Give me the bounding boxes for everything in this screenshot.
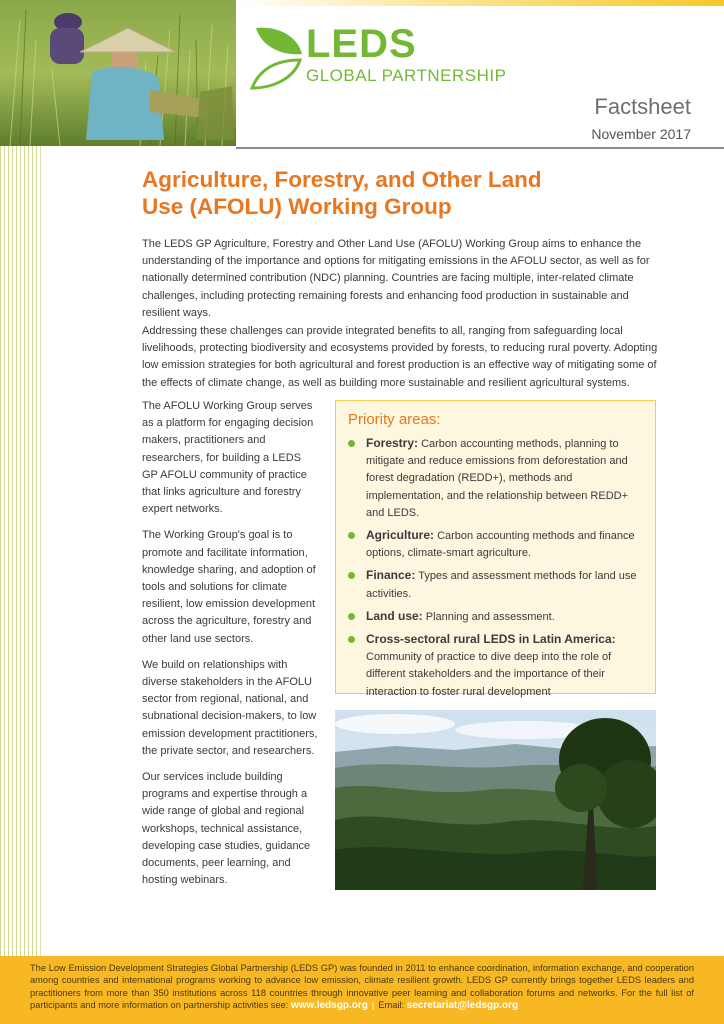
bullet-icon <box>348 532 355 539</box>
intro-paragraph-1: The LEDS GP Agriculture, Forestry and Other Land Use (AFOLU) Working Group aims to enhance the understanding of the importance and options for mitigating emissions in the AFOLU sector, as well as for nationally determined contribution (NDC) planning. Countries are facing multiple, inter-related climate challenges, including protecting remaining forests and enhancing food production in sustainable and resilient ways. <box>142 238 650 319</box>
email-link[interactable]: secretariat@ledsgp.org <box>406 1000 519 1012</box>
top-accent-band <box>236 0 724 6</box>
footer-description: The Low Emission Development Strategies Global Partnership (LEDS GP) was founded in 2011 to enhance coordination, information exchange, and cooperation among countries and international programs working to advance low emission, climate resilient growth. LEDS GP currently brings together LEDS leaders and practitioners from more than 350 institutions across 118 countries through innovative peer learning and collaboration forums and networks. For the full list of participants and more information on partnership activities see: <box>30 963 694 1011</box>
left-column <box>142 398 318 898</box>
left-paragraph-3: We build on relationships with diverse stakeholders in the AFOLU sector from regional, national, and subnational decision-makers, to low emission development practitioners, the private sector, and researchers. <box>142 658 318 757</box>
priority-term: Cross-sectoral rural LEDS in Latin America: <box>366 632 616 647</box>
priority-text: Community of practice to dive deep into the role of different stakeholders and the importance of their interaction to foster rural development <box>366 651 612 698</box>
priority-text: Carbon accounting methods, planning to mitigate and reduce emissions from deforestation and forest degradation (REDD+), methods and implementation, and the relationship between REDD+ and LEDS. <box>366 438 629 519</box>
left-paragraph-4: Our services include building programs and expertise through a wide range of global and regional workshops, technical assistance, developing case studies, guidance documents, peer learning, and hosting webinars. <box>142 771 311 887</box>
priority-item-land-use <box>348 608 643 626</box>
priority-item-forestry <box>348 435 643 522</box>
priority-text: Carbon accounting methods and finance options, climate-smart agriculture. <box>366 530 635 560</box>
leds-gp-logo[interactable] <box>250 22 550 94</box>
priority-item-finance <box>348 567 643 602</box>
title-line-1: Agriculture, Forestry, and Other Land <box>142 167 542 192</box>
intro-paragraph-2: Addressing these challenges can provide integrated benefits to all, ranging from safeguarding local livelihoods, protecting biodiversity and ecosystems provided by forests, to reducing rural poverty. Adopting low emission strategies for both agricultural and forest production is an effective way of mitigating some of the effects of climate change, as well as building more sustainable and resilient agricultural systems. <box>142 325 658 389</box>
header-divider <box>236 147 724 149</box>
priority-areas-box <box>335 400 656 698</box>
priority-list <box>348 435 643 701</box>
bullet-icon <box>348 572 355 579</box>
page-title <box>142 166 682 220</box>
forest-landscape-photo <box>335 710 656 890</box>
priority-text: Planning and assessment. <box>422 610 555 623</box>
header-photo-farmer <box>0 0 236 146</box>
priority-item-cross-sectoral <box>348 631 643 701</box>
leaf-icon <box>250 22 308 92</box>
bullet-icon <box>348 440 355 447</box>
priority-term: Forestry: <box>366 436 419 450</box>
priority-text: Types and assessment methods for land use activities. <box>366 570 637 600</box>
bullet-icon <box>348 613 355 620</box>
document-date: November 2017 <box>591 126 691 142</box>
website-link[interactable]: www.ledsgp.org <box>290 1000 368 1012</box>
priority-heading: Priority areas: <box>348 411 441 428</box>
logo-subtitle: GLOBAL PARTNERSHIP <box>306 66 507 85</box>
footer-banner <box>0 956 724 1024</box>
title-line-2: Use (AFOLU) Working Group <box>142 194 452 219</box>
priority-term: Finance: <box>366 568 416 583</box>
decorative-stripes-fade <box>0 146 60 956</box>
left-paragraph-2: The Working Group's goal is to promote and facilitate information, knowledge sharing, and adoption of tools and solutions for climate resilient, low emission development across the agriculture, forestry and other land use sectors. <box>142 529 316 645</box>
footer-separator: | <box>371 1000 375 1011</box>
priority-item-agriculture <box>348 527 643 562</box>
priority-term: Agriculture: <box>366 528 435 543</box>
priority-term: Land use: <box>366 608 423 623</box>
left-paragraph-1: The AFOLU Working Group serves as a platform for engaging decision makers, practitioners and researchers, for building a LEDS GP AFOLU community of practice that links agriculture and forestry expert networks. <box>142 400 314 516</box>
logo-wordmark: LEDS <box>306 22 417 66</box>
document-type: Factsheet <box>594 94 691 119</box>
bullet-icon <box>348 636 355 643</box>
footer-text <box>30 962 694 1013</box>
email-label: Email: <box>378 1000 407 1011</box>
